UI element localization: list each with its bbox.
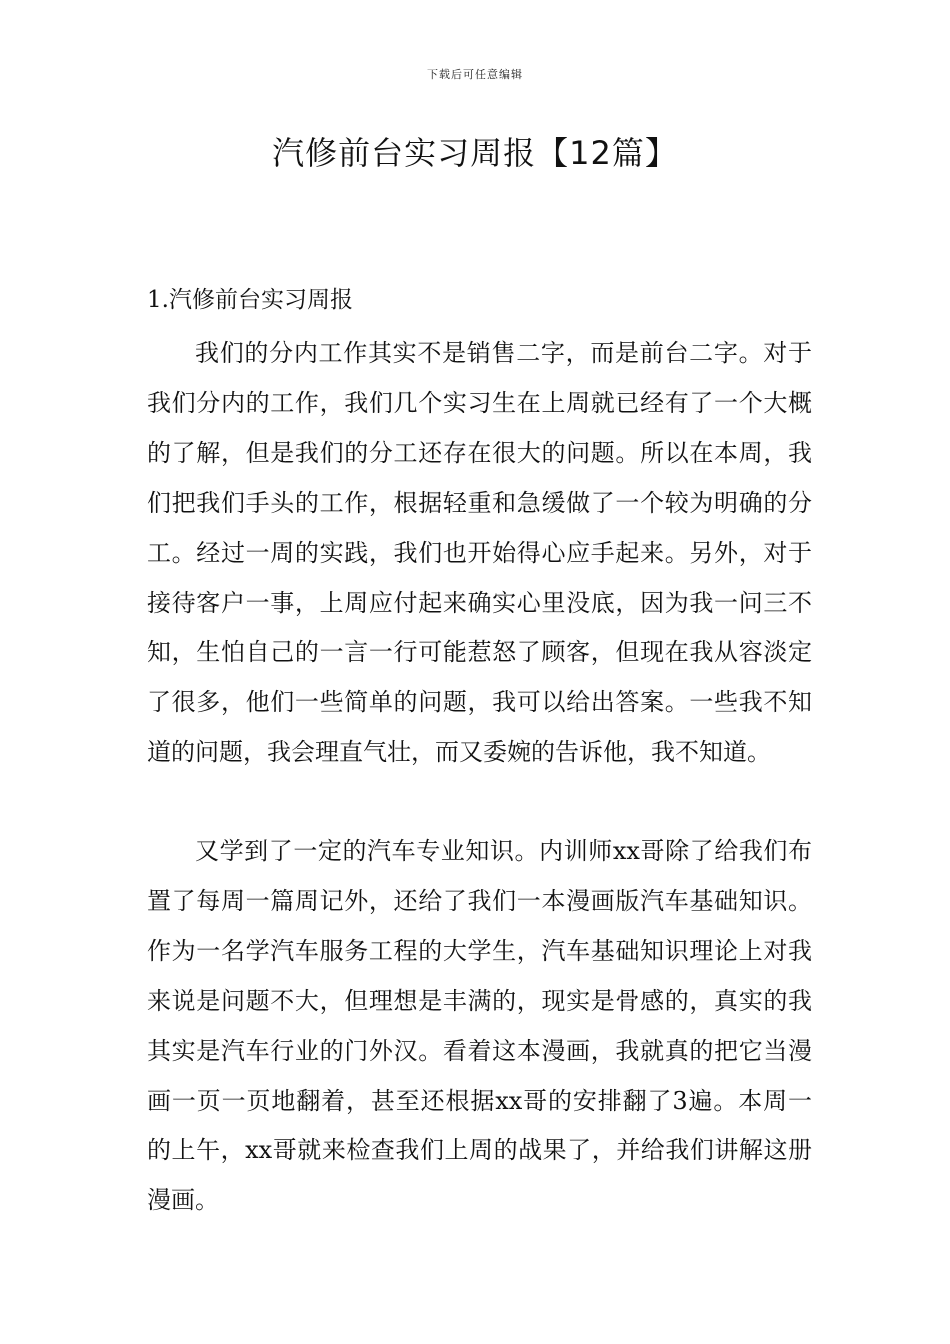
body-paragraph: 又学到了一定的汽车专业知识。内训师xx哥除了给我们布置了每周一篇周记外，还给了我们一本漫画版汽车基础知识。作为一名学汽车服务工程的大学生，汽车基础知识理论上对我来说是问题不大，但理想是丰满的，现实是骨感的，真实的我其实是汽车行业的门外汉。看着这本漫画，我就真的把它当漫画一页一页地翻着，甚至还根据xx哥的安排翻了3遍。本周一的上午，xx哥就来检查我们上周的战果了，并给我们讲解这册漫画。 — [147, 837, 812, 1215]
document-title: 汽修前台实习周报【12篇】 — [272, 134, 678, 172]
section-heading: 1.汽修前台实习周报 — [147, 287, 353, 313]
body-paragraph: 我们的分内工作其实不是销售二字，而是前台二字。对于我们分内的工作，我们几个实习生在上周就已经有了一个大概的了解，但是我们的分工还存在很大的问题。所以在本周，我们把我们手头的工作，根据轻重和急缓做了一个较为明确的分工。经过一周的实践，我们也开始得心应手起来。另外，对于接待客户一事，上周应付起来确实心里没底，因为我一问三不知，生怕自己的一言一行可能惹怒了顾客，但现在我从容淡定了很多，他们一些简单的问题，我可以给出答案。一些我不知道的问题，我会理直气壮，而又委婉的告诉他，我不知道。 — [147, 339, 812, 767]
header-note: 下载后可任意编辑 — [427, 68, 523, 81]
